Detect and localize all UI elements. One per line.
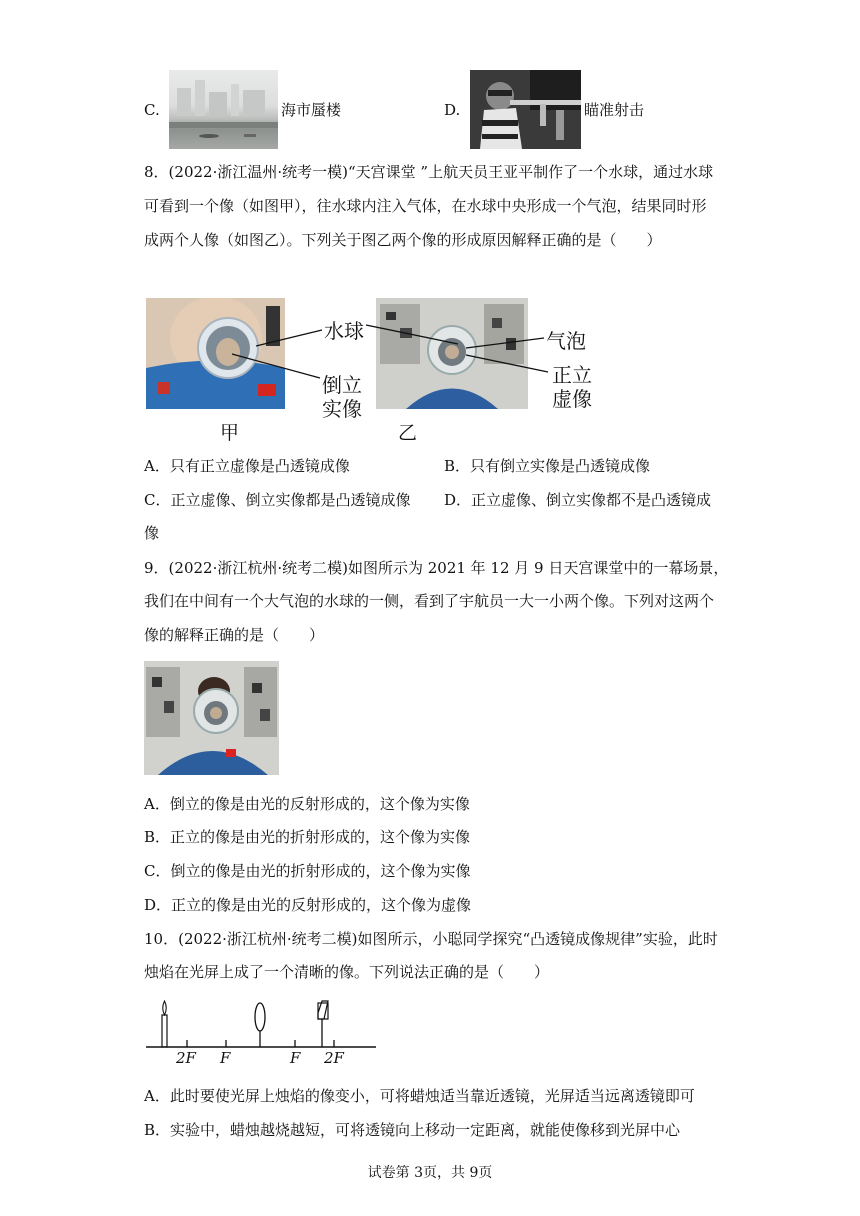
q8-option-c: C．正立虚像、倒立实像都是凸透镜成像 — [144, 491, 411, 509]
q8-option-b: B．只有倒立实像是凸透镜成像 — [444, 457, 651, 475]
q8-line-1: 8．(2022·浙江温州·统考一模)“天宫课堂 ”上航天员王亚平制作了一个水球，通过水球 — [144, 163, 714, 181]
axis-label-right-2f: 2F — [324, 1049, 344, 1067]
option-d-text: 瞄准射击 — [584, 101, 645, 119]
axis-label-left-f: F — [220, 1049, 231, 1067]
screen-image — [318, 1001, 328, 1047]
option-d-letter: D. — [444, 101, 461, 119]
caption-yi: 乙 — [398, 422, 418, 444]
label-inverted-real-1: 倒立 — [322, 373, 362, 397]
candle — [162, 1001, 167, 1047]
q8-line-3: 成两个人像（如图乙）。下列关于图乙两个像的形成原因解释正确的是（ ） — [144, 231, 662, 249]
axis-label-right-f: F — [290, 1049, 301, 1067]
q9-option-d: D．正立的像是由光的反射形成的，这个像为虚像 — [144, 896, 472, 914]
q9-line-3: 像的解释正确的是（ ） — [144, 626, 325, 644]
q9-line-2: 我们在中间有一个大气泡的水球的一侧，看到了宇航员一大一小两个像。下列对这两个 — [144, 592, 715, 610]
q10-option-a: A．此时要使光屏上烛焰的像变小，可将蜡烛适当靠近透镜，光屏适当远离透镜即可 — [144, 1087, 695, 1105]
q8-option-d-continued: 像 — [144, 524, 160, 542]
q9-photo — [144, 661, 279, 775]
q9-scene — [144, 661, 279, 775]
option-c-letter: C. — [144, 101, 160, 119]
q10-line-2: 烛焰在光屏上成了一个清晰的像。下列说法正确的是（ ） — [144, 963, 550, 981]
q8-option-a: A．只有正立虚像是凸透镜成像 — [144, 457, 350, 475]
option-c-text: 海市蜃楼 — [281, 101, 342, 119]
label-upright-virtual-2: 虚像 — [552, 387, 592, 411]
convex-lens — [255, 1003, 265, 1047]
label-inverted-real-2: 实像 — [322, 397, 362, 421]
q8-line-2: 可看到一个像（如图甲），往水球内注入气体，在水球中央形成一个气泡，结果同时形 — [144, 197, 707, 215]
label-water-ball: 水球 — [324, 319, 364, 343]
q9-line-1: 9．(2022·浙江杭州·统考二模)如图所示为 2021 年 12 月 9 日天宫课堂中的一幕场景， — [144, 559, 729, 577]
q10-line-1: 10．(2022·浙江杭州·统考二模)如图所示，小聪同学探究“凸透镜成像规律”实验，此时 — [144, 930, 718, 948]
page-footer: 试卷第 3页，共 9页 — [367, 1165, 493, 1181]
label-upright-virtual-1: 正立 — [552, 363, 592, 387]
q8-option-d: D．正立虚像、倒立实像都不是凸透镜成 — [444, 491, 712, 509]
caption-jia: 甲 — [220, 422, 240, 444]
q10-option-b: B．实验中，蜡烛越烧越短，可将透镜向上移动一定距离，就能使像移到光屏中心 — [144, 1121, 681, 1139]
label-bubble: 气泡 — [546, 329, 586, 353]
axis-label-left-2f: 2F — [176, 1049, 196, 1067]
q9-option-c: C．倒立的像是由光的折射形成的，这个像为实像 — [144, 862, 471, 880]
q9-option-b: B．正立的像是由光的折射形成的，这个像为实像 — [144, 828, 471, 846]
q9-option-a: A．倒立的像是由光的反射形成的，这个像为实像 — [144, 795, 470, 813]
